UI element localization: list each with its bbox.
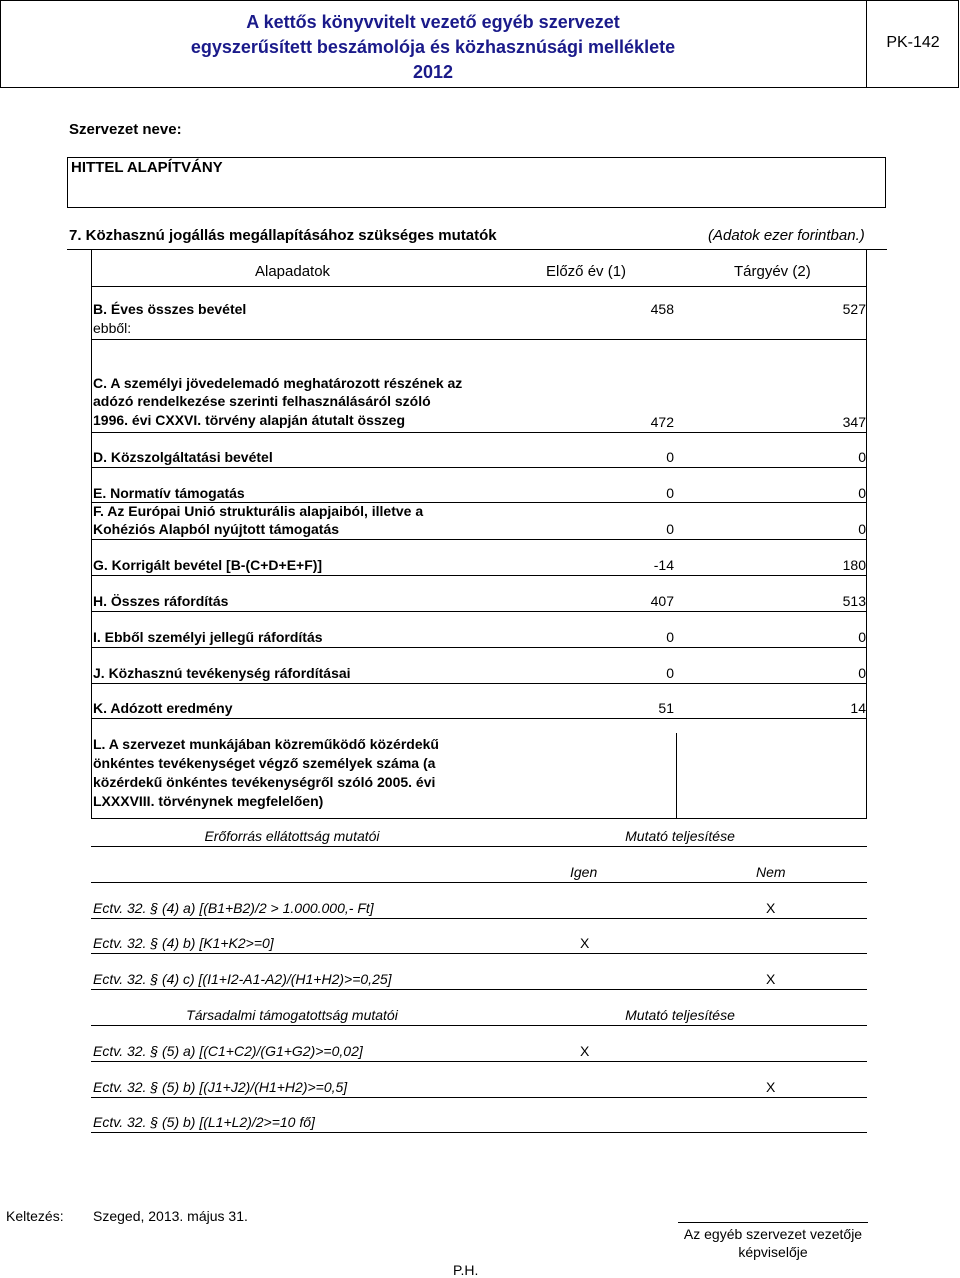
resource-row-2-mark: X [580, 935, 590, 951]
yes-no-rule [91, 882, 867, 883]
page-title [0, 10, 866, 85]
form-code: PK-142 [886, 34, 940, 51]
social-row-2-mark: X [766, 1079, 776, 1095]
row-c-line3: 1996. évi CXXVI. törvény alapján átutalt összeg [93, 412, 406, 428]
row-f-curr: 0 [858, 521, 866, 537]
section-title: 7. Közhasznú jogállás megállapításához szükséges mutatók [69, 227, 497, 244]
header-rule [91, 286, 867, 287]
table-bottom-rule [91, 818, 867, 819]
row-g-curr: 180 [842, 557, 866, 573]
unit-note: (Adatok ezer forintban.) [708, 227, 865, 244]
social-fulfil: Mutató teljesítése [625, 1007, 735, 1023]
row-rule-f [91, 539, 867, 540]
org-name: HITTEL ALAPÍTVÁNY [71, 159, 223, 176]
resource-row-1-mark: X [766, 900, 776, 916]
row-j-label: J. Közhasznú tevékenység ráfordításai [93, 665, 351, 681]
resource-row-2-label: Ectv. 32. § (4) b) [K1+K2>=0] [93, 935, 274, 951]
row-l-line1: L. A szervezet munkájában közreműködő közérdekű [93, 736, 439, 752]
row-h-curr: 513 [842, 593, 866, 609]
social-row-3-label: Ectv. 32. § (5) b) [(L1+L2)/2>=10 fő] [93, 1114, 315, 1130]
row-k-label: K. Adózott eredmény [93, 700, 233, 716]
resource-rule-2 [91, 953, 867, 954]
resources-rule [91, 846, 867, 847]
social-rule-1 [91, 1061, 867, 1062]
social-rule [91, 1025, 867, 1026]
row-b-label: B. Éves összes bevétel [93, 301, 247, 317]
row-rule-b [91, 339, 867, 340]
social-rule-3 [91, 1132, 867, 1133]
social-heading: Társadalmi támogatottság mutatói [186, 1007, 398, 1023]
org-label: Szervezet neve: [69, 121, 182, 138]
resource-rule-1 [91, 918, 867, 919]
yes-header: Igen [570, 864, 598, 880]
signature-line [678, 1222, 868, 1223]
row-k-curr: 14 [850, 700, 866, 716]
row-l-line4: LXXXVIII. törvénynek megfelelően) [93, 793, 324, 809]
ph-label: P.H. [453, 1262, 479, 1278]
row-j-prev: 0 [666, 665, 674, 681]
row-l-line2: önkéntes tevékenységet végző személyek száma (a [93, 755, 436, 771]
signer-line-1: Az egyéb szervezet vezetője [683, 1226, 863, 1242]
resource-row-3-label: Ectv. 32. § (4) c) [(I1+I2-A1-A2)/(H1+H2)>=0,25] [93, 971, 392, 987]
row-i-prev: 0 [666, 629, 674, 645]
row-rule-k [91, 718, 867, 719]
title-line-2: egyszerűsített beszámolója és közhasznúsági melléklete [190, 37, 676, 57]
row-rule-g [91, 575, 867, 576]
row-g-prev: -14 [653, 557, 674, 573]
row-f-line2: Kohéziós Alapból nyújtott támogatás [93, 521, 340, 537]
col-prev: Előző év (1) [546, 263, 627, 280]
row-f-prev: 0 [666, 521, 674, 537]
title-year: 2012 [412, 62, 454, 82]
table-left-border [91, 249, 92, 819]
row-e-label: E. Normatív támogatás [93, 485, 245, 501]
social-row-2-label: Ectv. 32. § (5) b) [(J1+J2)/(H1+H2)>=0,5] [93, 1079, 348, 1095]
row-rule-i [91, 647, 867, 648]
row-l-line3: közérdekű önkéntes tevékenységről szóló 2005. évi [93, 774, 436, 790]
date-label: Keltezés: [6, 1208, 64, 1224]
row-c-curr: 347 [842, 414, 866, 430]
row-rule-d [91, 467, 867, 468]
row-c-prev: 472 [650, 414, 674, 430]
row-d-label: D. Közszolgáltatási bevétel [93, 449, 273, 465]
resources-heading: Erőforrás ellátottság mutatói [204, 828, 380, 844]
col-curr: Tárgyév (2) [734, 263, 811, 280]
row-e-prev: 0 [666, 485, 674, 501]
signer-line-2: képviselője [738, 1244, 808, 1260]
resources-fulfil: Mutató teljesítése [625, 828, 735, 844]
row-c-line1: C. A személyi jövedelemadó meghatározott részének az [93, 375, 463, 391]
row-d-curr: 0 [858, 449, 866, 465]
row-i-label: I. Ebből személyi jellegű ráfordítás [93, 629, 323, 645]
date-value: Szeged, 2013. május 31. [93, 1208, 248, 1224]
table-right-border [866, 249, 867, 819]
row-f-line1: F. Az Európai Unió strukturális alapjaiból, illetve a [93, 503, 424, 519]
row-j-curr: 0 [858, 665, 866, 681]
resource-row-3-mark: X [766, 971, 776, 987]
row-c-line2: adózó rendelkezése szerinti felhasználásáról szóló [93, 393, 431, 409]
social-row-1-mark: X [580, 1043, 590, 1059]
col-basic: Alapadatok [255, 263, 331, 280]
row-b-curr: 527 [842, 301, 866, 317]
row-e-curr: 0 [858, 485, 866, 501]
row-g-label: G. Korrigált bevétel [B-(C+D+E+F)] [93, 557, 323, 573]
row-d-prev: 0 [666, 449, 674, 465]
ebbol-label: ebből: [93, 320, 132, 336]
resource-rule-3 [91, 989, 867, 990]
social-row-1-label: Ectv. 32. § (5) a) [(C1+C2)/(G1+G2)>=0,02] [93, 1043, 363, 1059]
row-k-prev: 51 [658, 700, 674, 716]
row-b-prev: 458 [650, 301, 674, 317]
l-row-divider [676, 733, 677, 819]
resource-row-1-label: Ectv. 32. § (4) a) [(B1+B2)/2 > 1.000.000,- Ft] [93, 900, 374, 916]
social-rule-2 [91, 1097, 867, 1098]
section-rule [67, 249, 887, 250]
row-h-prev: 407 [650, 593, 674, 609]
row-rule-h [91, 611, 867, 612]
row-rule-c [91, 432, 867, 433]
row-h-label: H. Összes ráfordítás [93, 593, 229, 609]
no-header: Nem [756, 864, 786, 880]
row-i-curr: 0 [858, 629, 866, 645]
row-rule-j [91, 683, 867, 684]
title-line-1: A kettős könyvvitelt vezető egyéb szervezet [246, 12, 620, 32]
